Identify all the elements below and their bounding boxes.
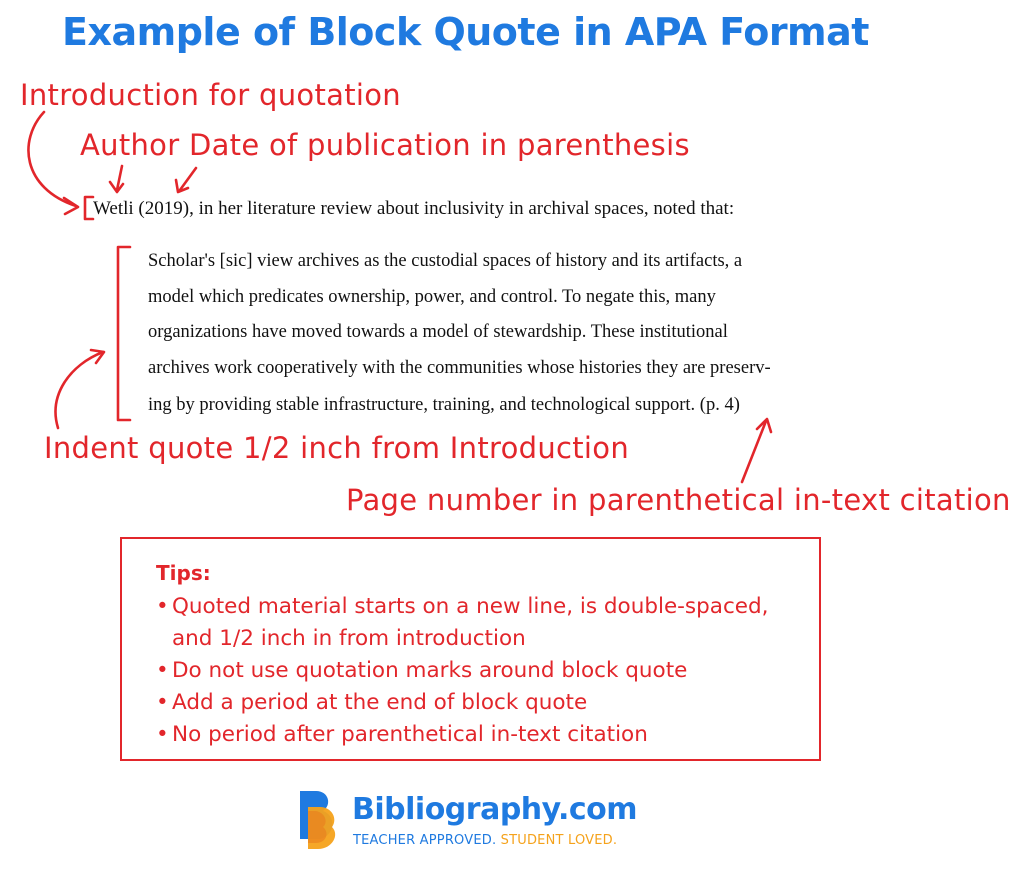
tips-title: Tips: xyxy=(156,561,211,585)
bullet: • xyxy=(156,722,169,747)
intro-sentence: Wetli (2019), in her literature review about inclusivity in archival spaces, noted that: xyxy=(93,198,735,219)
block-quote-line: organizations have moved towards a model of stewardship. These institutional xyxy=(148,322,728,342)
block-quote-line: Scholar's [sic] view archives as the custodial spaces of history and its artifacts, a xyxy=(148,251,743,271)
intro-bracket xyxy=(85,197,93,219)
block-quote-line: model which predicates ownership, power, and control. To negate this, many xyxy=(148,287,716,307)
annotation-author-date: Author Date of publication in parenthesis xyxy=(80,128,690,162)
bullet: • xyxy=(156,658,169,683)
page-title: Example of Block Quote in APA Format xyxy=(62,10,869,54)
block-quote-line: archives work cooperatively with the communities whose histories they are preserv- xyxy=(148,358,771,378)
quote-bracket xyxy=(118,247,130,420)
bullet: • xyxy=(156,690,169,715)
tip-item-continuation: and 1/2 inch in from introduction xyxy=(172,626,526,651)
tip-item: • Add a period at the end of block quote xyxy=(156,690,588,715)
arrow-date xyxy=(180,168,196,190)
annotation-page-number: Page number in parenthetical in-text citation xyxy=(346,483,1011,517)
arrow-intro xyxy=(28,112,76,206)
annotation-intro: Introduction for quotation xyxy=(20,78,401,112)
logo-name[interactable]: Bibliography.com xyxy=(352,792,637,827)
bullet: • xyxy=(156,594,169,619)
arrow-page-number xyxy=(742,421,766,482)
logo-tagline: TEACHER APPROVED. STUDENT LOVED. xyxy=(353,833,618,848)
block-quote-line: ing by providing stable infrastructure, training, and technological support. (p. 4) xyxy=(148,395,740,415)
tip-item: • Do not use quotation marks around block quote xyxy=(156,658,688,683)
annotation-indent: Indent quote 1/2 inch from Introduction xyxy=(44,431,630,465)
tip-item: • Quoted material starts on a new line, is double-spaced, xyxy=(156,594,769,619)
bibliography-b-logo-icon xyxy=(296,789,340,851)
tip-item: • No period after parenthetical in-text citation xyxy=(156,722,648,747)
